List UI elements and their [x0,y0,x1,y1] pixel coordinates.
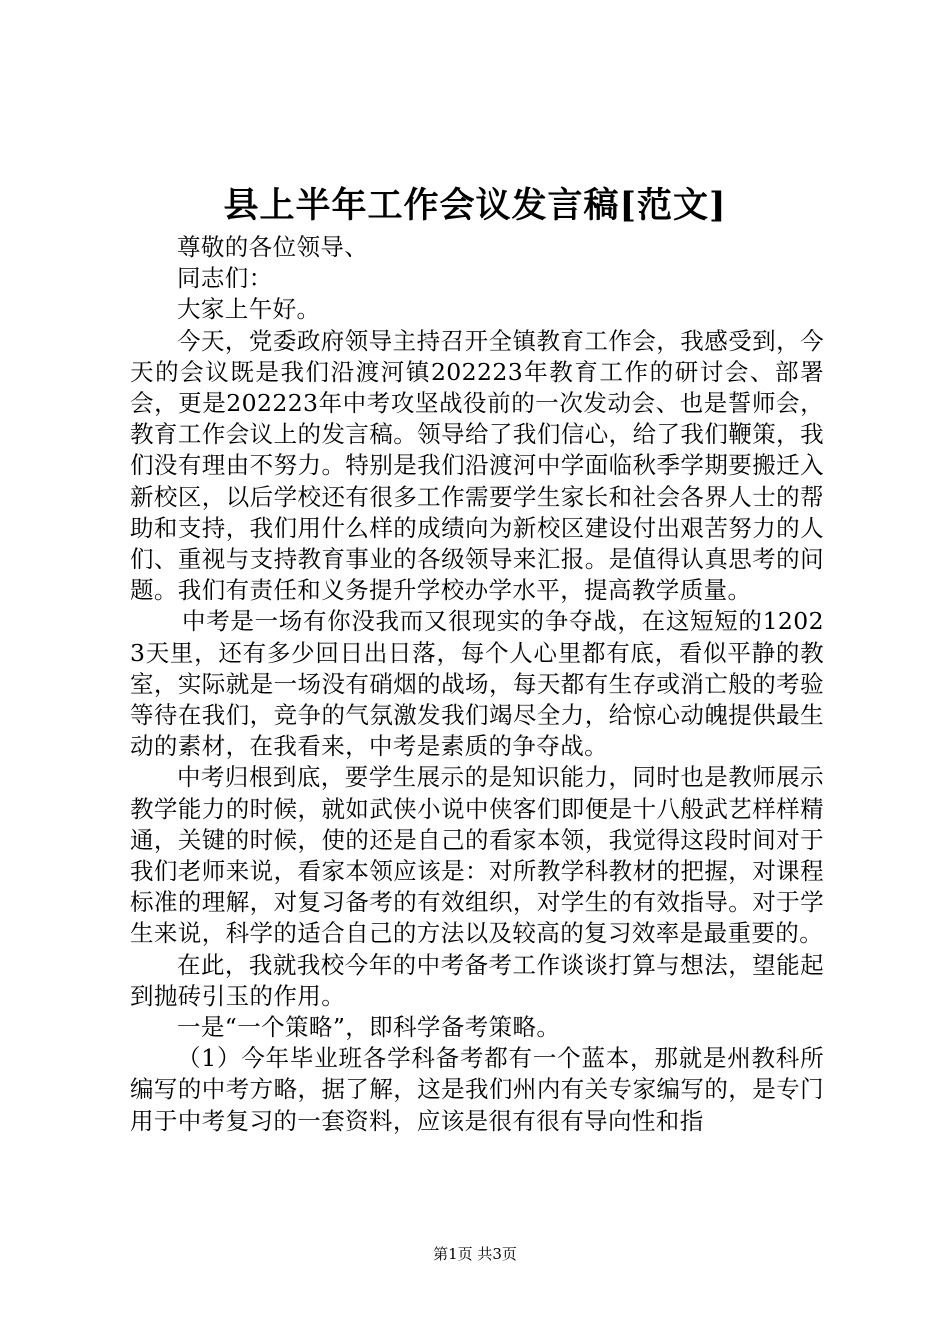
salutation-leaders: 尊敬的各位领导、 [177,233,369,261]
body-paragraph: （1）今年毕业班各学科备考都有一个蓝本，那就是州教科所编写的中考方略，据了解，这是我们州内有关专家编写的，是专门用于中考复习的一套资料，应该是很有很有导向性和指 [130,1044,824,1135]
body-paragraph: 中考是一场有你没我而又很现实的争夺战，在这短短的12023天里，还有多少回日出日落，每个人心里都有底，看似平静的教室，实际就是一场没有硝烟的战场，每天都有生存或消亡般的考验等待在我们，竞争的气氛激发我们竭尽全力，给惊心动魄提供最生动的素材，在我看来，中考是素质的争夺战。 [130,607,824,761]
body-paragraph: 在此，我就我校今年的中考备考工作谈谈打算与想法，望能起到抛砖引玉的作用。 [130,950,824,1010]
body-paragraph: 今天，党委政府领导主持召开全镇教育工作会，我感受到，今天的会议既是我们沿渡河镇202223年教育工作的研讨会、部署会，更是202223年中考攻坚战役前的一次发动会、也是誓师会，教育工作会议上的发言稿。领导给了我们信心，给了我们鞭策，我们没有理由不努力。特别是我们沿渡河中学面临秋季学期要搬迁入新校区，以后学校还有很多工作需要学生家长和社会各界人士的帮助和支持，我们用什么样的成绩向为新校区建设付出艰苦努力的人们、重视与支持教育事业的各级领导来汇报。是值得认真思考的问题。我们有责任和义务提升学校办学水平，提高教学质量。 [130,326,824,605]
page-number-footer: 第1页 共3页 [433,1245,517,1263]
salutation-comrades: 同志们： [177,264,273,293]
section-heading: 一是“一个策略”，即科学备考策略。 [177,1013,561,1042]
body-paragraph: 中考归根到底，要学生展示的是知识能力，同时也是教师展示教学能力的时候，就如武侠小说中侠客们即便是十八般武艺样样精通，关键的时候，使的还是自己的看家本领，我觉得这段时间对于我们老师来说，看家本领应该是：对所教学科教材的把握，对课程标准的理解，对复习备考的有效组织，对学生的有效指导。对于学生来说，科学的适合自己的方法以及较高的复习效率是最重要的。 [130,763,824,948]
document-title: 县上半年工作会议发言稿[范文] [223,185,727,226]
document-body [130,232,824,1137]
greeting: 大家上午好。 [177,295,321,324]
